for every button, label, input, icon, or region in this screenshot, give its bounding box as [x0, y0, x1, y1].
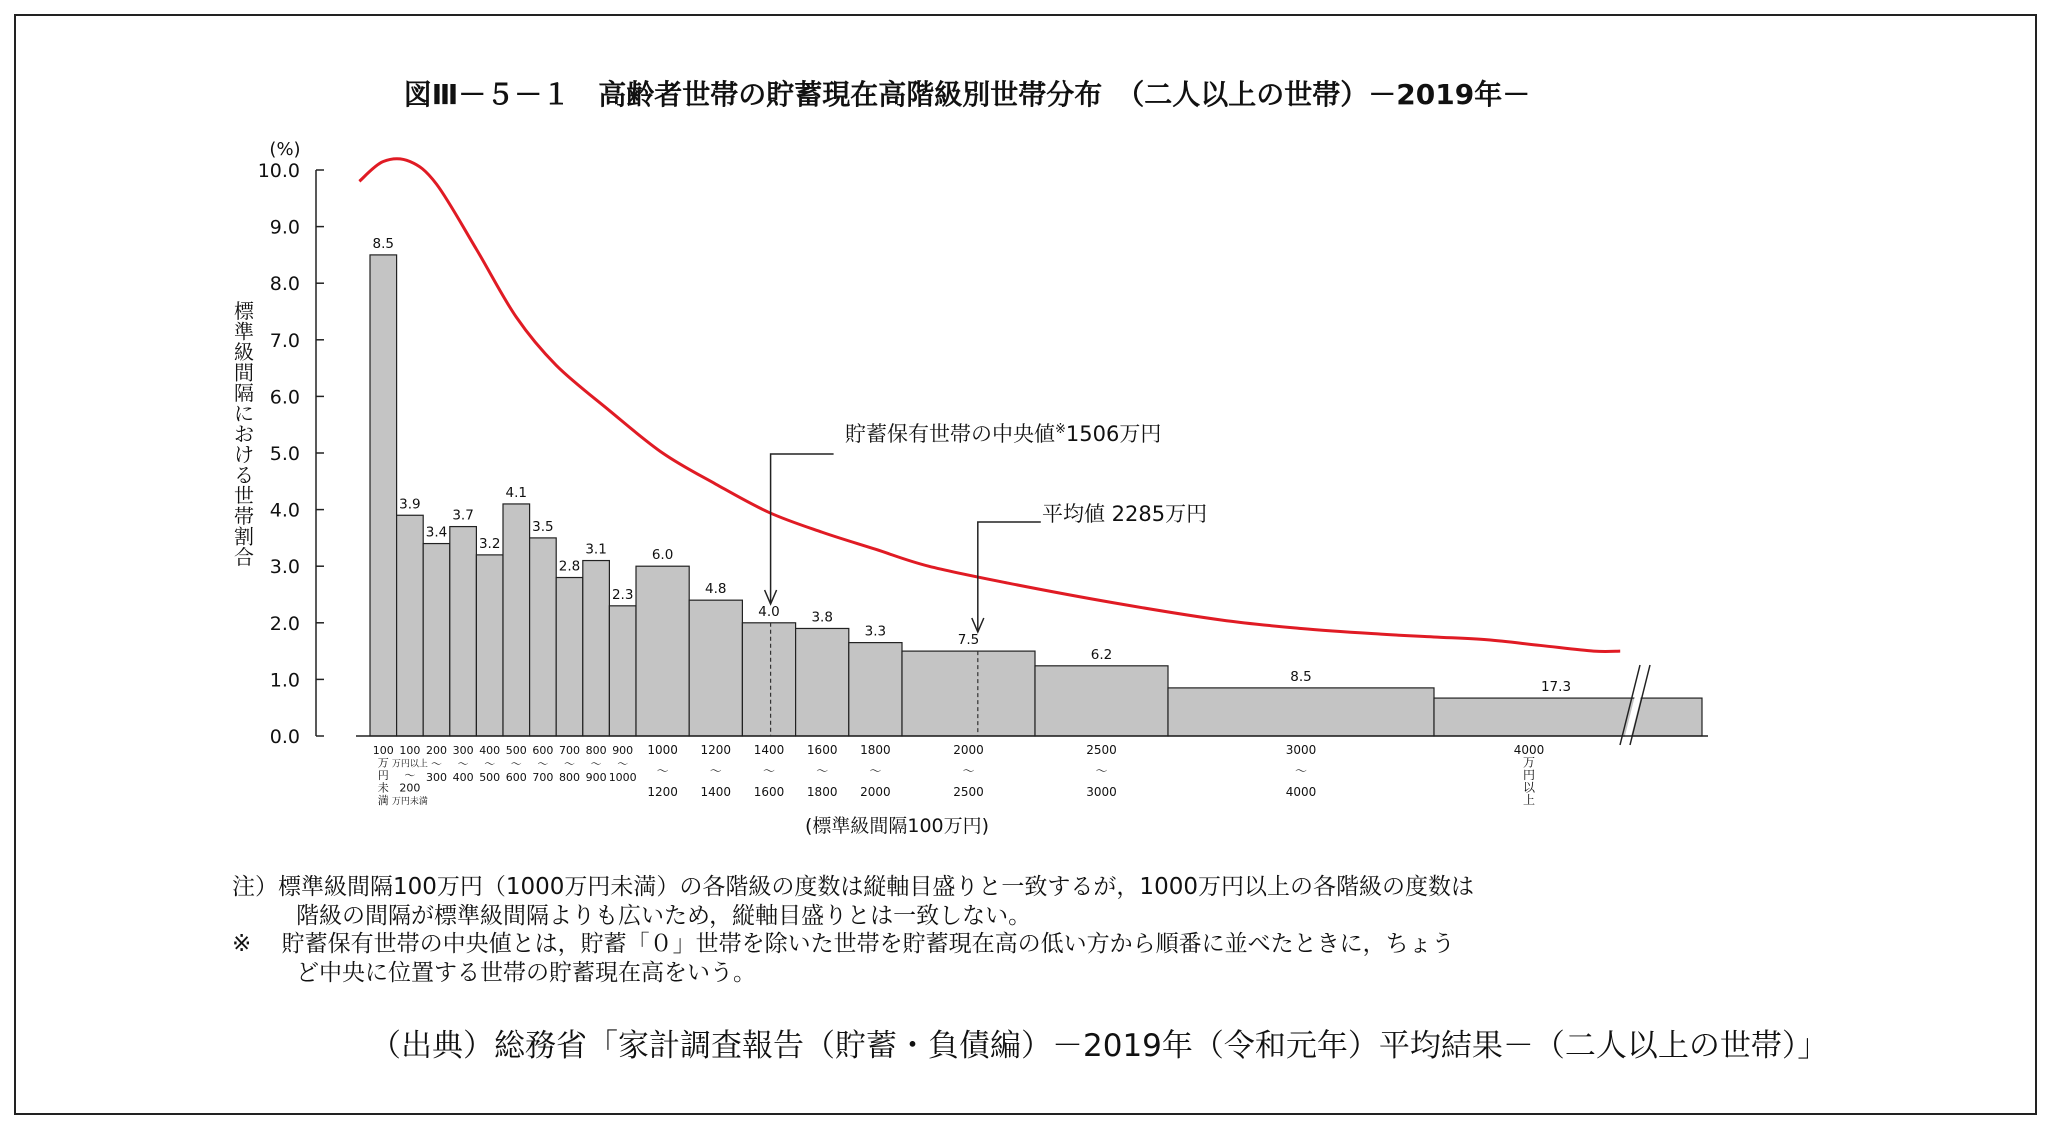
x-tick-label: 1600 ～ 1800 — [806, 743, 838, 799]
y-unit-label: (%) — [269, 139, 301, 160]
bar-value-label: 4.0 — [758, 603, 780, 620]
x-tick-label: 1000 ～ 1200 — [647, 743, 678, 799]
bar — [689, 600, 742, 736]
bar-value-label: 4.1 — [505, 484, 528, 501]
bar-value-label: 2.8 — [558, 558, 581, 575]
x-tick-label: 3000 ～ 4000 — [1285, 743, 1317, 799]
y-tick-label: 3.0 — [269, 556, 300, 579]
x-tick-label: 200 ～ 300 — [426, 744, 447, 784]
y-tick-label: 5.0 — [269, 443, 300, 465]
bar-value-label: 2.3 — [611, 586, 634, 603]
bar — [476, 555, 503, 736]
bar — [1434, 698, 1702, 736]
x-tick-label: 700 ～ 800 — [559, 744, 580, 784]
x-tick-label: 2500 ～ 3000 — [1086, 743, 1117, 799]
x-tick-label: 1800 ～ 2000 — [860, 743, 891, 799]
y-tick-label: 9.0 — [269, 216, 300, 239]
bar — [849, 643, 902, 736]
bars — [370, 255, 1702, 745]
bar — [636, 566, 689, 736]
y-tick-label: 2.0 — [269, 612, 300, 635]
y-tick-label: 10.0 — [257, 160, 300, 182]
bar — [583, 561, 610, 736]
bar — [1168, 688, 1434, 736]
bar — [609, 606, 636, 736]
x-tick-label: 900 ～ 1000 — [608, 744, 637, 784]
y-tick-label: 4.0 — [269, 499, 300, 522]
bar — [742, 623, 795, 736]
x-tick-label: 500 ～ 600 — [505, 744, 527, 784]
bar-value-label: 3.9 — [399, 496, 421, 513]
bar — [423, 544, 450, 736]
bar — [796, 628, 849, 736]
y-axis-title-text: 標準級間隔における世帯割合 — [234, 299, 254, 569]
x-tick-label: 600 ～ 700 — [532, 744, 554, 784]
chart-title: 図Ⅲ－５－１ 高齢者世帯の貯蓄現在高階級別世帯分布 （二人以上の世帯）－2019年－ — [403, 78, 1531, 111]
bar-value-label: 7.5 — [957, 632, 980, 649]
x-tick-label: 4000 万円以上 — [1513, 743, 1545, 807]
source-citation: （出典）総務省「家計調査報告（貯蓄・負債編）－2019年（令和元年）平均結果－（二人以上の世帯）」 — [370, 1028, 1829, 1064]
bar — [902, 651, 1035, 736]
note-line-4: ど中央に位置する世帯の貯蓄現在高をいう。 — [296, 960, 756, 986]
x-tick-label: 1400 ～ 1600 — [753, 743, 785, 799]
y-axis-title — [234, 299, 255, 569]
x-tick-label: 2000 ～ 2500 — [953, 743, 984, 799]
y-tick-label: 7.0 — [269, 329, 300, 352]
bar-value-label: 3.2 — [478, 535, 501, 552]
bar-value-label: 4.8 — [705, 581, 727, 598]
bar — [397, 515, 424, 736]
bar-value-label: 3.7 — [452, 507, 474, 524]
x-tick-label: 800 ～ 900 — [585, 744, 607, 784]
x-tick-label: 100 万円以上～ 200 万円未満 — [391, 744, 428, 807]
y-tick-label: 6.0 — [269, 386, 300, 409]
annotation-leader — [978, 522, 1041, 632]
annotation-leader — [771, 454, 834, 604]
x-tick-label: 100 万円未満 — [372, 744, 394, 807]
bar — [1035, 666, 1168, 736]
note-line-3: ※ 貯蓄保有世帯の中央値とは，貯蓄「０」世帯を除いた世帯を貯蓄現在高の低い方から順番に並べたときに，ちょう — [232, 931, 1455, 957]
bar — [503, 504, 530, 736]
bar-value-label: 6.2 — [1090, 646, 1113, 663]
y-tick-label: 8.0 — [269, 273, 300, 296]
bar-value-label: 17.3 — [1540, 679, 1572, 696]
x-tick-label: 400 ～ 500 — [479, 744, 501, 784]
bar-value-label: 3.4 — [425, 524, 448, 541]
bar — [530, 538, 557, 736]
annotation-label: 貯蓄保有世帯の中央値※1506万円 — [845, 422, 1162, 446]
x-tick-label: 1200 ～ 1400 — [700, 743, 732, 799]
bar-value-label: 8.5 — [372, 235, 395, 252]
bar-value-label: 3.3 — [864, 623, 887, 640]
y-tick-label: 1.0 — [269, 669, 300, 692]
bar-value-label: 3.1 — [585, 541, 607, 558]
note-line-1: 注）標準級間隔100万円（1000万円未満）の各階級の度数は縦軸目盛りと一致するが，1000万円以上の各階級の度数は — [232, 874, 1474, 900]
x-axis-title: (標準級間隔100万円) — [804, 815, 990, 837]
bar — [556, 578, 583, 736]
bar-value-label: 3.8 — [811, 609, 833, 626]
y-axis-ticks — [258, 160, 324, 748]
x-tick-label: 300 ～ 400 — [452, 744, 474, 784]
bar — [370, 255, 397, 736]
bar — [450, 527, 477, 736]
bar-value-label: 3.5 — [532, 518, 554, 535]
y-tick-label: 0.0 — [269, 726, 300, 748]
bar-value-label: 6.0 — [651, 547, 674, 564]
x-axis-ticks — [356, 736, 1708, 807]
bar-value-label: 8.5 — [1290, 668, 1312, 685]
note-line-2: 階級の間隔が標準級間隔よりも広いため，縦軸目盛りとは一致しない。 — [296, 903, 1032, 929]
annotation-label: 平均値 2285万円 — [1042, 502, 1208, 526]
